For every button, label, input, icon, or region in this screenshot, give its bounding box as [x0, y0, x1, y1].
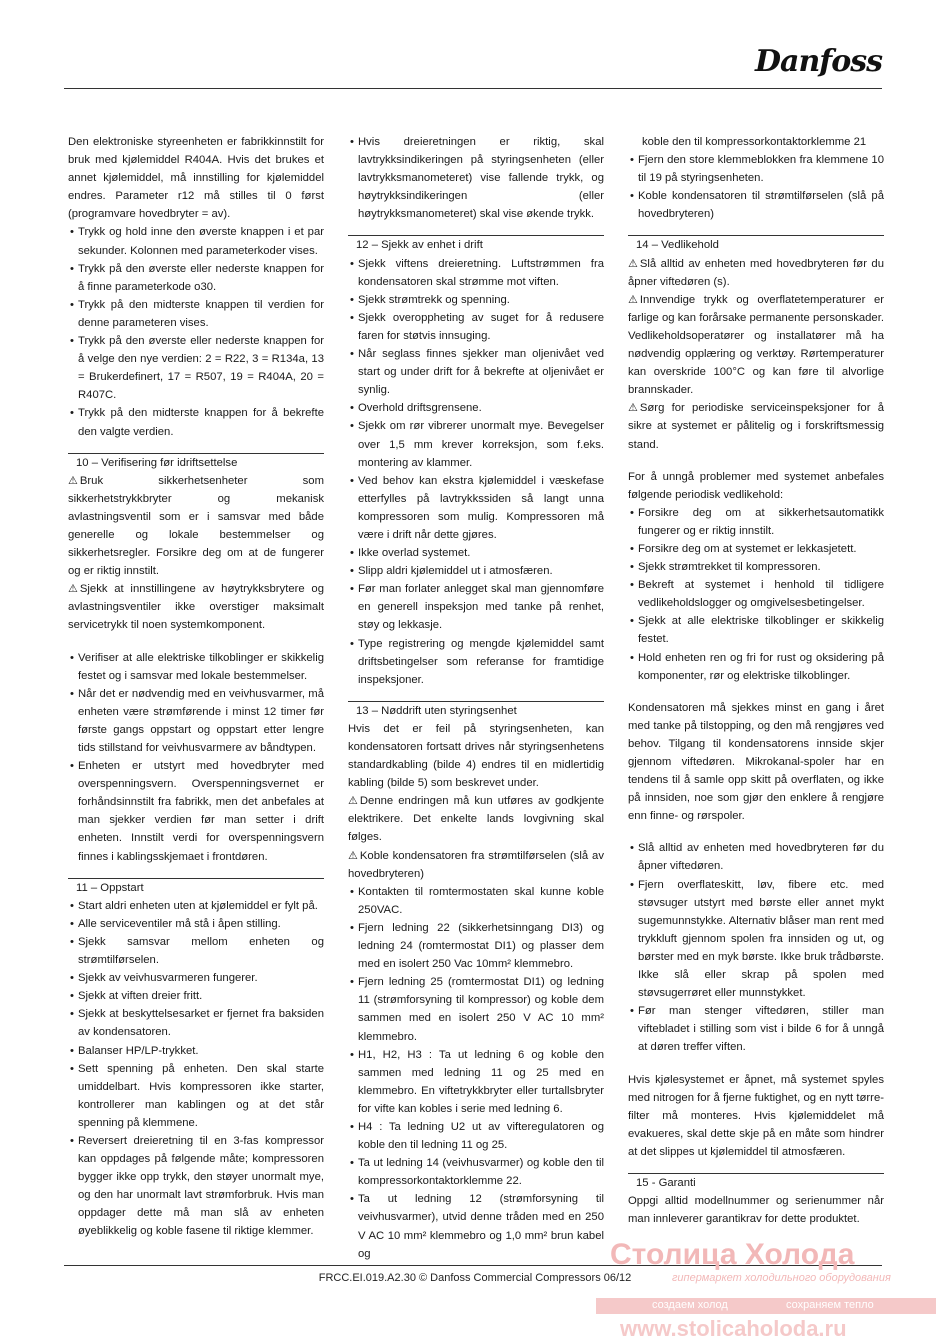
paragraph: Hvis kjølesystemet er åpnet, må systemet spyles med nitrogen for å fjerne fuktighet, og en nytt tørre-filter må monteres. Hvis kjølemiddelet må evakueres, skal dette skje på en måte som hindrer at det slippes ut kjølemiddel til atmosfæren.: [628, 1073, 884, 1158]
list-item: • Når det er nødvendig med en veivhusvarmer, må enheten være strømførende i minst 12 timer før første gangs oppstart og oppstart etter lengre tids stillstand for veivhusvarmere av båndtypen.: [68, 685, 324, 757]
bullet-list: [348, 255, 604, 689]
list-item: • Sjekk overoppheting av suget for å redusere faren for støtvis innsuging.: [348, 309, 604, 345]
bullet-list: [628, 151, 884, 223]
list-item: • Ved behov kan ekstra kjølemiddel i væskefase etterfylles på lavtrykkssiden så langt unna kompressoren som mulig. Kompressoren må være i drift når dette gjøres.: [348, 472, 604, 544]
list-item: • Trykk på den øverste eller nederste knappen for å velge den nye verdien: 2 = R22, 3 = R134a, 13 = Brukerdefinert, 17 = R507, 19 = R404A, 20 = R407C.: [68, 332, 324, 404]
warning-text: Bruk sikkerhetsenheter som sikkerhetstrykkbryter og mekanisk avlastningsventil som er i samsvar med både generelle og lokale bestemmelser og sikkerhetsregler. Forsikre deg om at de fungerer og er riktig innstilt.: [68, 474, 324, 578]
list-item: • Ikke overlad systemet.: [348, 544, 604, 562]
list-item: • Trykk og hold inne den øverste knappen i et par sekunder. Kolonnen med parameterkoder vises.: [68, 223, 324, 259]
section-heading: 13 – Nøddrift uten styringsenhet: [348, 701, 604, 720]
warning-icon: ⚠: [628, 257, 638, 270]
warning-text: Sørg for periodiske serviceinspeksjoner for å sikre at systemet er pålitelig og i forskriftsmessig stand.: [628, 402, 884, 451]
bullet-list: [348, 133, 604, 223]
warning-text: Sjekk at innstillingene av høytrykksbrytere og avlastningsventiler ikke overstiger maksimalt servicetrykk til noen systemkomponent.: [68, 583, 324, 632]
warning-icon: ⚠: [68, 583, 78, 596]
watermark-left: создаем холод: [652, 1299, 728, 1311]
list-item: • Bekreft at systemet i henhold til tidligere vedlikeholdslogger og omgivelsesbetingelser.: [628, 576, 884, 612]
list-item: • Ta ut ledning 14 (veivhusvarmer) og koble den til kompressorkontaktorklemme 22.: [348, 1154, 604, 1190]
list-item: • Reversert dreieretning til en 3-fas kompressor kan oppdages på følgende måte; kompressoren bygger ikke opp trykk, den støyer unormalt mye, og den har unormalt lavt strømforbruk. Hvis man oppdager dette må man slå av enheten øyeblikkelig og koble fasene til riktige klemmer.: [68, 1132, 324, 1241]
page-footer: FRCC.EI.019.A2.30 © Danfoss Commercial Compressors 06/12: [318, 1272, 632, 1284]
bullet-list: [628, 839, 884, 1056]
section-heading: 14 – Vedlikehold: [628, 235, 884, 254]
list-item: • Fjern den store klemmeblokken fra klemmene 10 til 19 på styringsenheten.: [628, 151, 884, 187]
list-item: • Når seglass finnes sjekker man oljenivået ved start og under drift for å bekrefte at oljenivået er synlig.: [348, 345, 604, 399]
watermark-right: сохраняем тепло: [786, 1299, 874, 1311]
bullet-list: [68, 649, 324, 866]
section-heading: 12 – Sjekk av enhet i drift: [348, 235, 604, 254]
list-item: • Forsikre deg om at systemet er lekkasjetett.: [628, 540, 884, 558]
list-item: • Før man forlater anlegget skal man gjennomføre en generell inspeksjon med tanke på renhet, støy og lekkasje.: [348, 580, 604, 634]
danfoss-logo: Danfoss: [755, 44, 882, 79]
paragraph: Den elektroniske styreenheten er fabrikkinnstilt for bruk med kjølemiddel R404A. Hvis det brukes et annet kjølemiddel, må innstilling for kjølemiddel endres. Parameter r12 må stilles til 0 først (programvare hovedbryter = av).: [68, 136, 324, 221]
warning-paragraph: [348, 847, 604, 883]
list-item: • Sjekk av veivhusvarmeren fungerer.: [68, 969, 324, 987]
section-heading: 11 – Oppstart: [68, 878, 324, 897]
list-item: • Start aldri enheten uten at kjølemiddel er fylt på.: [68, 897, 324, 915]
list-item: • Enheten er utstyrt med hovedbryter med overspenningsvern. Overspenningsvernet er forhåndsinnstilt fra fabrikk, men det anbefales at man sjekker verdien før man setter i drift enheten. Innstilt verdi for overspenningsvern finnes i kablingsskjemaet i frontdøren.: [68, 757, 324, 866]
paragraph: For å unngå problemer med systemet anbefales følgende periodisk vedlikehold:: [628, 470, 884, 501]
section-heading: 10 – Verifisering før idriftsettelse: [68, 453, 324, 472]
list-item: • Trykk på den midterste knappen for å bekrefte den valgte verdien.: [68, 404, 324, 440]
warning-icon: ⚠: [348, 795, 358, 808]
list-item: • Sjekk at viften dreier fritt.: [68, 987, 324, 1005]
list-item: • Sjekk strømtrekk og spenning.: [348, 291, 604, 309]
warning-paragraph: [348, 792, 604, 846]
list-item: • Fjern ledning 22 (sikkerhetsinngang DI3) og ledning 24 (romtermostat DI1) og plasser dem med en isolert 250 Vac 10mm² klemmebro.: [348, 919, 604, 973]
warning-text: Denne endringen må kun utføres av godkjente elektrikere. Det enkelte lands lovgivning skal følges.: [348, 795, 604, 844]
bullet-list: [348, 883, 604, 1263]
list-item: • Sjekk at beskyttelsesarket er fjernet fra baksiden av kondensatoren.: [68, 1005, 324, 1041]
list-item: • Sjekk strømtrekket til kompressoren.: [628, 558, 884, 576]
list-item: • Hold enheten ren og fri for rust og oksidering på komponenter, rør og elektriske tilkoblinger.: [628, 649, 884, 685]
list-item: • Trykk på den midterste knappen til verdien for denne parameteren vises.: [68, 296, 324, 332]
warning-paragraph: [628, 399, 884, 453]
list-item: • Fjern overflateskitt, løv, fibere etc. med støvsuger utstyrt med børste eller annet mykt sugemunnstykke. Alternativ blåser man rent med trykkluft gjennom spolen fra innsiden og ut, og børster med en myk børste. Ikke bruk trådbørste. Ikke slå eller skrap på spolen med støvsugerrøret eller munnstykket.: [628, 876, 884, 1003]
list-item: • Forsikre deg om at sikkerhetsautomatikk fungerer og er riktig innstilt.: [628, 504, 884, 540]
list-item: • Fjern ledning 25 (romtermostat DI1) og ledning 11 (strømforsyning til kompressor) og koble dem sammen med en isolert 250 V AC 10 mm² klemmebro.: [348, 973, 604, 1045]
list-item: • H4 : Ta ledning U2 ut av vifteregulatoren og koble den til ledning 11 og 25.: [348, 1118, 604, 1154]
bullet-list: [68, 223, 324, 440]
warning-icon: ⚠: [68, 474, 78, 487]
warning-paragraph: [628, 291, 884, 400]
paragraph: Oppgi alltid modellnummer og serienummer når man innleverer garantikrav for dette produktet.: [628, 1195, 884, 1226]
warning-icon: ⚠: [628, 293, 638, 306]
list-item: • H1, H2, H3 : Ta ut ledning 6 og koble den sammen med ledning 11 og 25 med en klemmebro. En viftetrykkbryter eller turtallsbryter for vifte kan kobles i serie med ledning 6.: [348, 1046, 604, 1118]
warning-icon: ⚠: [348, 849, 358, 862]
list-item: • Før man stenger viftedøren, stiller man viftebladet i stilling som vist i bilde 6 for å unngå at døren treffer viften.: [628, 1002, 884, 1056]
watermark-url: www.stolicaholoda.ru: [620, 1316, 847, 1341]
list-item: • Ta ut ledning 12 (strømforsyning til veivhusvarmer), utvid denne tråden med en 250 V AC 10 mm² klemmebro og 1,0 mm² brun kabel og: [348, 1190, 604, 1262]
list-item: • Verifiser at alle elektriske tilkoblinger er skikkelig festet og i samsvar med lokale bestemmelser.: [68, 649, 324, 685]
warning-paragraph: [68, 580, 324, 634]
list-item: • Overhold driftsgrensene.: [348, 399, 604, 417]
list-item: • Sjekk samsvar mellom enheten og strømtilførselen.: [68, 933, 324, 969]
warning-text: Koble kondensatoren fra strømtilførselen (slå av hovedbryteren): [348, 849, 604, 880]
list-item: • Trykk på den øverste eller nederste knappen for å finne parameterkode o30.: [68, 260, 324, 296]
list-item: • Sjekk om rør vibrerer unormalt mye. Bevegelser over 1,5 mm krever korreksjon, som f.eks. montering av klammer.: [348, 417, 604, 471]
list-item: • Kontakten til romtermostaten skal kunne koble 250VAC.: [348, 883, 604, 919]
list-item: • Type registrering og mengde kjølemiddel samt driftsbetingelser som referanse for framtidige inspeksjoner.: [348, 635, 604, 689]
warning-icon: ⚠: [628, 402, 638, 415]
paragraph: koble den til kompressorkontaktorklemme 21: [642, 136, 867, 148]
warning-text: Innvendige trykk og overflatetemperaturer er farlige og kan forårsake permanente personskader. Vedlikeholdsoperatører og installatører må ha nødvendig opplæring og verktøy. Rørtemperaturer kan overskride 100°C og kan føre til alvorlige brannskader.: [628, 293, 884, 397]
watermark-subtitle: гипермаркет холодильного оборудования: [672, 1272, 891, 1284]
section-heading: 15 - Garanti: [628, 1173, 884, 1192]
list-item: • Balanser HP/LP-trykket.: [68, 1042, 324, 1060]
paragraph: Kondensatoren må sjekkes minst en gang i året med tanke på tilstopping, og den må rengjøres ved behov. Tilgang til kondensatorens innside skjer gjennom viftedøren. Mikrokanal-spoler har en tendens til å samle opp skitt på overflaten, og ikke på innsiden, noe som gjør den enklere å rengjøre enn finne- og rørspoler.: [628, 701, 884, 823]
list-item: • Hvis dreieretningen er riktig, skal lavtrykksindikeringen på styringsenheten (eller lavtrykksmanometeret) vise fallende trykk, og høytrykksindikeringen (eller høytrykksmanometeret) skal vise økende trykk.: [348, 133, 604, 223]
list-item: • Slå alltid av enheten med hovedbryteren før du åpner viftedøren.: [628, 839, 884, 875]
list-item: • Slipp aldri kjølemiddel ut i atmosfæren.: [348, 562, 604, 580]
watermark-title: Столица Холода: [610, 1238, 855, 1271]
list-item: • Sjekk at alle elektriske tilkoblinger er skikkelig festet.: [628, 612, 884, 648]
warning-text: Slå alltid av enheten med hovedbryteren før du åpner viftedøren (s).: [628, 257, 884, 288]
list-item: • Koble kondensatoren til strømtilførselen (slå på hovedbryteren): [628, 187, 884, 223]
column-3: [628, 133, 884, 1228]
list-item: • Alle serviceventiler må stå i åpen stilling.: [68, 915, 324, 933]
watermark-bar: [596, 1298, 936, 1314]
paragraph: Hvis det er feil på styringsenheten, kan kondensatoren fortsatt drives når styringsenhetens standardkabling (bilde 4) endres til en midlertidig kabling (bilde 5) som beskrevet under.: [348, 722, 604, 790]
column-1: [68, 133, 324, 1241]
header-rule: [64, 88, 882, 89]
column-2: [348, 133, 604, 1263]
bullet-list: [68, 897, 324, 1241]
warning-paragraph: [68, 472, 324, 581]
warning-paragraph: [628, 255, 884, 291]
list-item: • Sett spenning på enheten. Den skal starte umiddelbart. Hvis kompressoren ikke starter, kontrollerer man kablingen og at det står spenning på klemmene.: [68, 1060, 324, 1132]
bullet-list: [628, 504, 884, 685]
list-item: • Sjekk viftens dreieretning. Luftstrømmen fra kondensatoren skal strømme mot viften.: [348, 255, 604, 291]
